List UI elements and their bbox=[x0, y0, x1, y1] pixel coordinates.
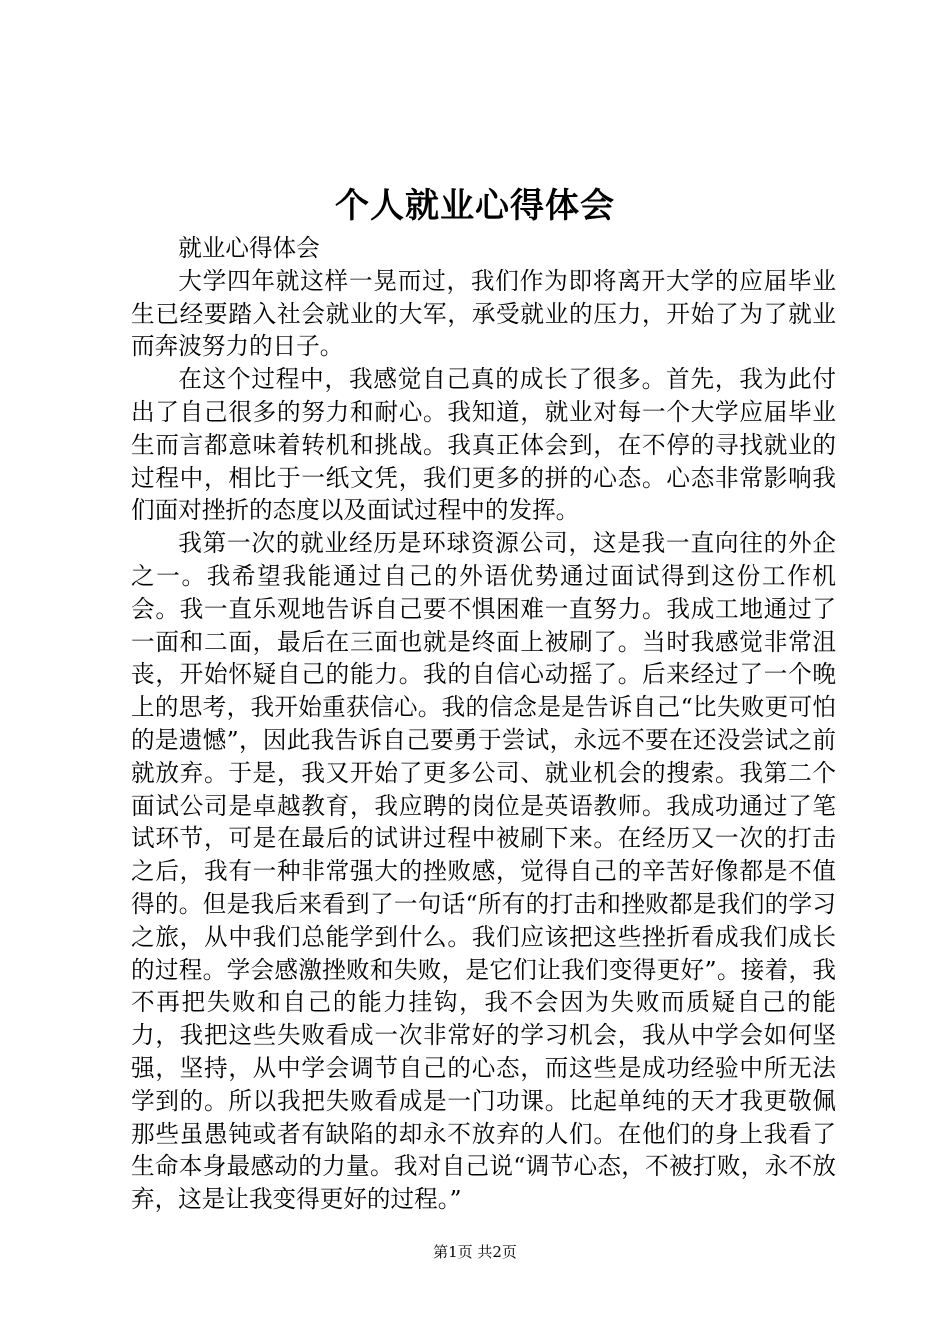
document-body bbox=[131, 232, 836, 1216]
document-title: 个人就业心得体会 bbox=[335, 186, 615, 226]
paragraph-2: 在这个过程中，我感觉自己真的成长了很多。首先，我为此付出了自己很多的努力和耐心。我知道，就业对每一个大学应届毕业生而言都意味着转机和挑战。我真正体会到，在不停的寻找就业的过程中，相比于一纸文凭，我们更多的拼的心态。心态非常影响我们面对挫折的态度以及面试过程中的发挥。 bbox=[131, 365, 836, 525]
paragraph-1: 大学四年就这样一晃而过，我们作为即将离开大学的应届毕业生已经要踏入社会就业的大军，承受就业的压力，开始了为了就业而奔波努力的日子。 bbox=[131, 266, 836, 361]
document-subtitle: 就业心得体会 bbox=[178, 234, 320, 262]
paragraph-3: 我第一次的就业经历是环球资源公司，这是我一直向往的外企之一。我希望我能通过自己的外语优势通过面试得到这份工作机会。我一直乐观地告诉自己要不惧困难一直努力。我成工地通过了一面和二面，最后在三面也就是终面上被刷了。当时我感觉非常沮丧，开始怀疑自己的能力。我的自信心动摇了。后来经过了一个晚上的思考，我开始重获信心。我的信念是是告诉自己“比失败更可怕的是遗憾”，因此我告诉自己要勇于尝试，永远不要在还没尝试之前就放弃。于是，我又开始了更多公司、就业机会的搜索。我第二个面试公司是卓越教育，我应聘的岗位是英语教师。我成功通过了笔试环节，可是在最后的试讲过程中被刷下来。在经历又一次的打击之后，我有一种非常强大的挫败感，觉得自己的辛苦好像都是不值得的。但是我后来看到了一句话“所有的打击和挫败都是我们的学习之旅，从中我们总能学到什么。我们应该把这些挫折看成我们成长的过程。学会感激挫败和失败，是它们让我们变得更好”。接着，我不再把失败和自己的能力挂钩，我不会因为失败而质疑自己的能力，我把这些失败看成一次非常好的学习机会，我从中学会如何坚强，坚持，从中学会调节自己的心态，而这些是成功经验中所无法学到的。所以我把失败看成是一门功课。比起单纯的天才我更敬佩那些虽愚钝或者有缺陷的却永不放弃的人们。在他们的身上我看了生命本身最感动的力量。我对自己说“调节心态，不被打败，永不放弃，这是让我变得更好的过程。” bbox=[131, 529, 836, 1214]
page-footer: 第1页 共2页 bbox=[433, 1243, 517, 1261]
